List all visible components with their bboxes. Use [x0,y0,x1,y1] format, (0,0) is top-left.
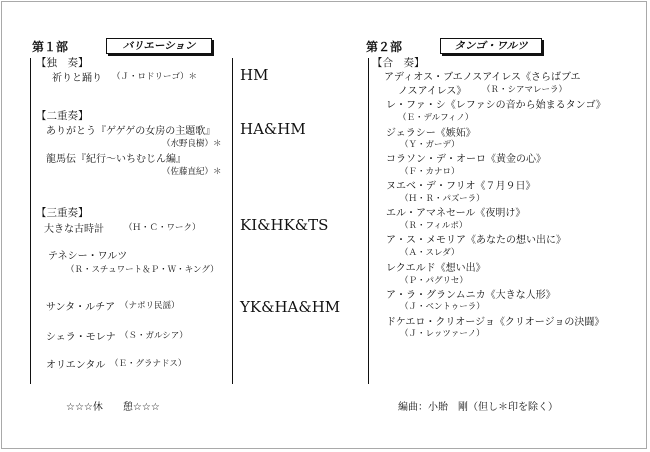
program-item-title-cont: ノスアイレス》 [398,86,467,97]
part1-performer-rule [232,58,233,384]
program-item-composer: （Ｙ・ガーデ） [400,140,460,150]
program-item-title: テネシー・ワルツ [48,251,128,262]
program-item-composer: （Ｒ・シアマレーラ） [482,85,568,95]
part1-heading: 第１部 [32,40,69,54]
program-item-composer: （Ａ・スレダ） [400,248,460,258]
program-item-title: 龍馬伝『紀行～いちむじん編』 [46,154,186,165]
program-item-composer: （Ｐ・パグリセ） [400,276,468,286]
program-item-title: レクエルド《想い出》 [386,263,486,274]
program-item-composer: （Ｓ・ガルシア） [120,331,188,341]
program-item-title: ありがとう『ゲゲゲの女房の主題歌』 [46,126,216,137]
performer-label: YK&HA&HM [240,298,341,316]
performer-label: HM [240,66,269,84]
section-label-duo: 【二重奏】 [36,110,89,122]
arrangement-credit: 編曲：小貽 剛（但し＊印を除く） [398,402,558,413]
program-item-title: コラソン・デ・オーロ《黄金の心》 [386,154,546,165]
program-item-composer: （Ｊ・レッツァーノ） [400,329,485,339]
program-item-title: 祈りと踊り [52,73,102,84]
program-item-composer: （Ｆ・カナロ） [400,167,460,177]
program-item-title: ア・ス・メモリア《あなたの想い出に》 [386,235,566,246]
program-item-composer: （Ｊ・ベントゥーラ） [400,302,485,312]
program-item-title: ア・ラ・グランムニカ《大きな人形》 [386,290,556,301]
program-item-title: ヌエベ・デ・フリオ《７月９日》 [386,181,536,192]
program-item-title: ドケエロ・クリオージョ《クリオージョの決闘》 [386,317,605,328]
program-item-title: レ・ファ・シ《レファシの音から始まるタンゴ》 [386,100,606,111]
performer-label: HA&HM [240,120,306,138]
program-item-title: アディオス・ブエノスアイレス《さらばブエ [384,72,581,83]
program-item-title: 大きな古時計 [44,224,104,235]
program-item-title: オリエンタル [46,360,106,371]
part2-left-rule [368,58,369,384]
program-item-composer: （佐藤直紀）＊ [162,167,222,177]
section-label-ensemble: 【合 奏】 [372,57,425,69]
performer-label: KI&HK&TS [240,216,329,234]
program-item-composer: （ナポリ民謡） [120,301,180,311]
program-item-composer: （Ｅ・デルフィノ） [398,113,474,123]
program-item-composer: （Ｒ・スチュワート＆Ｐ・Ｗ・キング） [66,265,219,275]
program-item-composer: （Ｈ・Ｃ・ワーク） [124,223,201,233]
intermission-label: ☆☆☆休 憩☆☆☆ [66,402,160,413]
program-item-composer: （Ｒ・フィルポ） [400,221,468,231]
program-item-composer: （Ｅ・グラナドス） [110,359,187,369]
program-item-title: サンタ・ルチア [46,302,116,313]
part1-left-rule [30,58,31,384]
section-label-solo: 【独 奏】 [36,57,89,69]
program-item-composer: （水野良樹）＊ [162,139,222,149]
part1-subtitle-box: バリエーション [106,38,212,54]
program-item-title: ジェラシー《嫉妬》 [386,128,476,139]
part2-heading: 第２部 [366,40,403,54]
program-item-title: シェラ・モレナ [46,332,116,343]
program-item-composer: （Ｈ・Ｒ・パズーラ） [400,194,485,204]
part2-subtitle-box: タンゴ・ワルツ [440,38,542,54]
program-item-title: エル・アマネセール《夜明け》 [386,208,526,219]
program-item-composer: （Ｊ・ロドリーゴ）＊ [112,72,198,82]
section-label-trio: 【三重奏】 [36,207,89,219]
